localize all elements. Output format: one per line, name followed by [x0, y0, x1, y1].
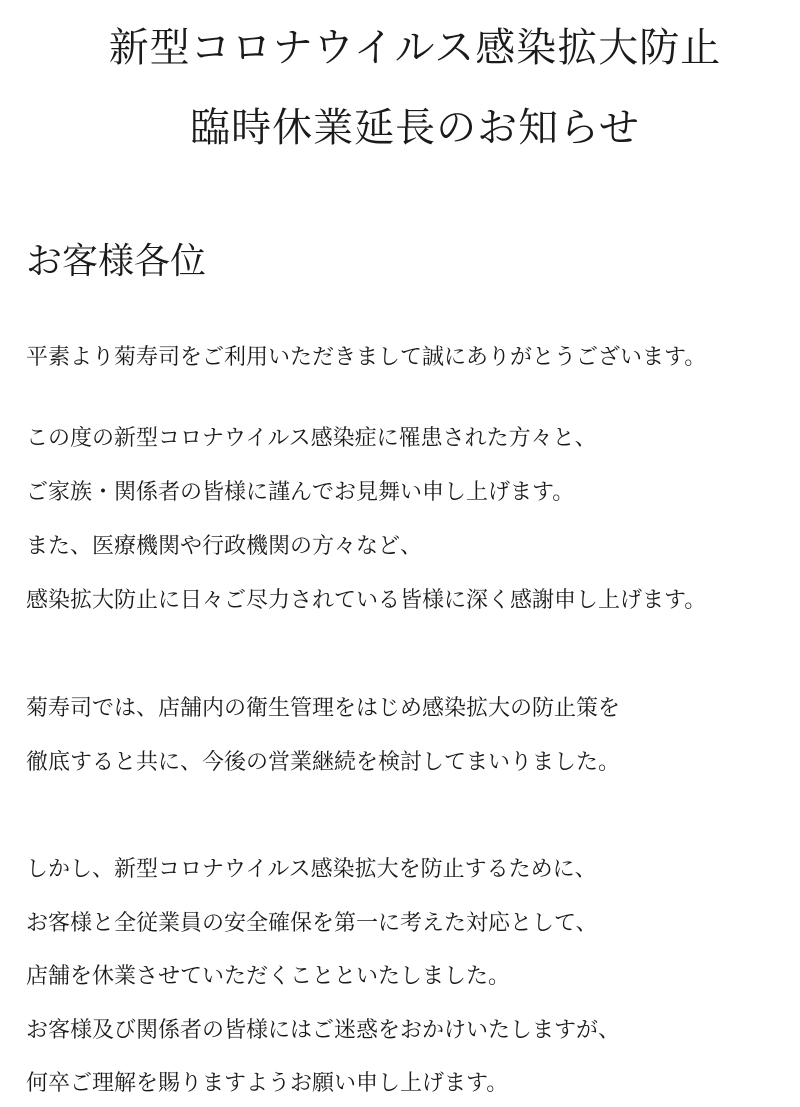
- body-line: お客様及び関係者の皆様にはご迷惑をおかけいたしますが、: [26, 1018, 621, 1043]
- notice-title-line-1: 新型コロナウイルス感染拡大防止: [108, 25, 722, 71]
- body-line: 徹底すると共に、今後の営業継続を検討してまいりました。: [26, 750, 621, 775]
- body-line: 店舗を休業させていただくことといたしました。: [26, 964, 511, 989]
- body-line: この度の新型コロナウイルス感染症に罹患された方々と、: [26, 426, 597, 451]
- body-line: 平素より菊寿司をご利用いただきまして誠にありがとうございます。: [26, 345, 707, 370]
- salutation: お客様各位: [26, 241, 207, 282]
- body-line: ご家族・関係者の皆様に謹んでお見舞い申し上げます。: [26, 480, 575, 505]
- body-line: 菊寿司では、店舗内の衛生管理をはじめ感染拡大の防止策を: [26, 696, 621, 721]
- body-line: 何卒ご理解を賜りますようお願い申し上げます。: [26, 1071, 509, 1096]
- body-line: しかし、新型コロナウイルス感染拡大を防止するために、: [26, 857, 597, 882]
- body-line: また、医療機関や行政機関の方々など、: [26, 534, 423, 559]
- notice-title-line-2: 臨時休業延長のお知らせ: [190, 105, 640, 151]
- body-line: お客様と全従業員の安全確保を第一に考えた対応として、: [26, 911, 598, 936]
- body-line: 感染拡大防止に日々ご尽力されている皆様に深く感謝申し上げます。: [26, 588, 707, 613]
